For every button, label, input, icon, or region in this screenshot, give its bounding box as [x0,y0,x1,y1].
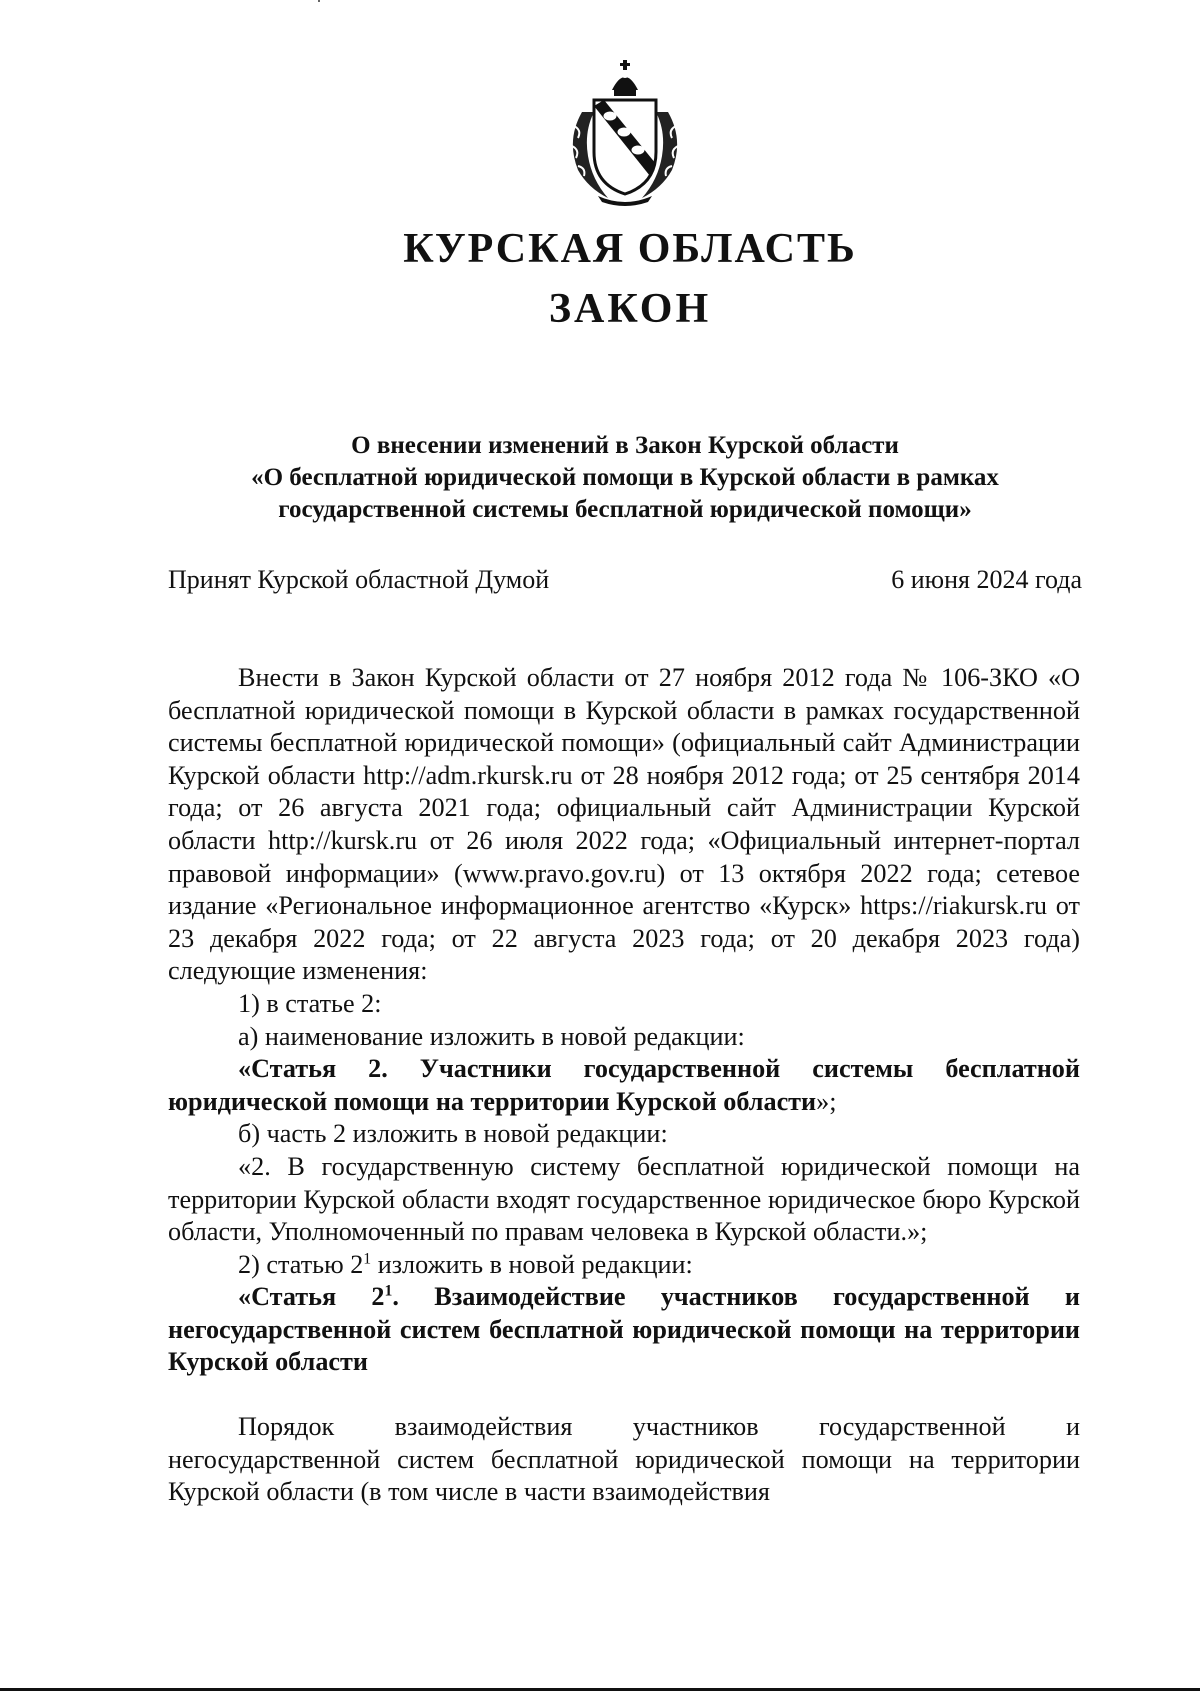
paragraph-item-1b: б) часть 2 изложить в новой редакции: [238,1119,668,1149]
adopting-body: Принят Курской областной Думой [168,565,550,594]
paragraph-intro: Внести в Закон Курской области от 27 ноября 2012 года № 106-ЗКО «О бесплатной юридической помощи в Курской области в рамках государственной системы бесплатной юридической помощи» (официальный сайт Администрации Курской области http://adm.rkursk.ru от 28 ноября 2012 года; от 25 сентября 2014 года; от 26 августа 2021 года; официальный сайт Администрации Курской области http://kursk.ru от 26 июля 2022 года; «Официальный интернет-портал правовой информации» (www.pravo.gov.ru) от 13 октября 2022 года; сетевое издание «Региональное информационное агентство «Курск» https://riakursk.ru от 23 декабря 2022 года; от 22 августа 2023 года; от 20 декабря 2023 года) следующие изменения: [168,663,1080,986]
page-bottom-edge [0,1688,1200,1691]
article-2-1-prefix: «Статья 2 [238,1282,385,1312]
paragraph-item-2 [168,1249,1080,1282]
article-2-1-suffix: . Взаимодействие участников государственной и негосударственной систем бесплатной юридической помощи на территории Курской области [168,1282,1080,1377]
article-2-title: Статья 2. Участники государственной системы бесплатной юридической помощи на территории Курской области [168,1054,1080,1116]
item-2-suffix: изложить в новой редакции: [371,1249,693,1279]
paragraph-part-2: «2. В государственную систему бесплатной юридической помощи на территории Курской области входят государственное юридическое бюро Курской области, Уполномоченный по правам человека в Курской области.»; [168,1151,1080,1247]
paragraph-article-2-1-title [168,1281,1080,1379]
paragraph-item-1: 1) в статье 2: [238,988,382,1018]
quote-close: »; [816,1086,837,1116]
paragraph-order: Порядок взаимодействия участников государственной и негосударственной систем бесплатной юридической помощи на территории Курской области (в том числе в части взаимодействия [168,1412,1080,1507]
paragraph-article-2-title [168,1053,1080,1118]
adoption-date: 6 июня 2024 года [891,565,1082,594]
region-title: КУРСКАЯ ОБЛАСТЬ [403,226,857,272]
paragraph-item-1a: а) наименование изложить в новой редакции: [238,1021,745,1051]
coat-of-arms-icon [564,60,686,208]
document-type-title: ЗАКОН [548,286,712,332]
item-2-prefix: 2) статью 2 [238,1249,364,1279]
article-2-1-superscript: 1 [384,1282,393,1300]
adoption-line [168,564,1082,596]
law-title-line: «О бесплатной юридической помощи в Курской области в рамках [251,464,999,491]
law-title [168,430,1082,526]
item-2-superscript: 1 [363,1249,372,1267]
law-title-line: О внесении изменений в Закон Курской области [351,432,899,459]
scan-artifact [318,0,320,2]
quote-open: « [238,1054,252,1084]
law-title-line: государственной системы бесплатной юридической помощи» [278,496,972,523]
document-body [168,662,1080,1509]
